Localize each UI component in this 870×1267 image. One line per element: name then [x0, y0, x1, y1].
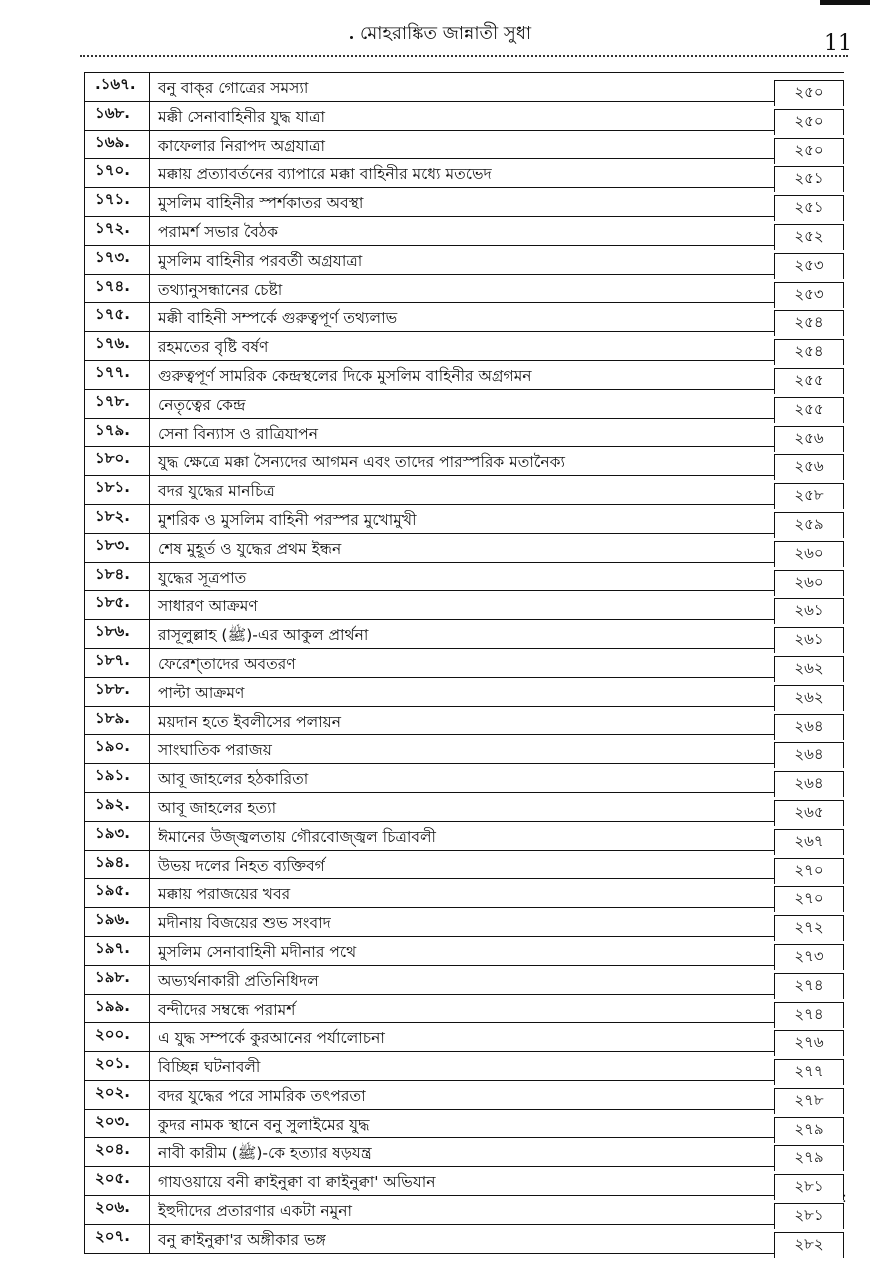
entry-number: ১৯৪. — [84, 851, 150, 879]
entry-title: সাধারণ আক্রমণ — [158, 597, 258, 616]
entry-page-number: ২৫০ — [774, 138, 844, 164]
entry-title: মক্কায় প্রত্যাবর্তনের ব্যাপারে মক্কা বাহিনীর মধ্যে মতভেদ — [158, 165, 492, 184]
entry-number: ২০৪. — [84, 1138, 150, 1166]
table-of-contents — [84, 72, 844, 1254]
entry-page-number: ২৬১ — [774, 598, 844, 624]
entry-page-number: ২৬২ — [774, 685, 844, 711]
entry-title: আবূ জাহলের হত্যা — [158, 798, 277, 817]
toc-row — [84, 793, 844, 822]
entry-page-number: ২৮২ — [774, 1232, 844, 1258]
entry-page-number: ২৫৬ — [774, 454, 844, 480]
entry-page-number: ২৭০ — [774, 858, 844, 884]
entry-title: বদর যুদ্ধের মানচিত্র — [158, 482, 275, 501]
entry-title: মক্কী বাহিনী সম্পর্কে গুরুত্বপূর্ণ তথ্যলাভ — [158, 309, 398, 328]
entry-number: .১৬৭. — [84, 73, 150, 101]
entry-number: ১৮৩. — [84, 534, 150, 562]
toc-row — [84, 879, 844, 908]
entry-page-number: ২৬৪ — [774, 714, 844, 740]
toc-row — [84, 332, 844, 361]
entry-page-number: ২৭৮ — [774, 1088, 844, 1114]
entry-title: পরামর্শ সভার বৈঠক — [158, 222, 279, 241]
toc-row — [84, 822, 844, 851]
entry-page-number: ২৮১ — [774, 1203, 844, 1229]
toc-row — [84, 563, 844, 592]
edge-marks: : — [842, 1190, 847, 1206]
toc-row — [84, 620, 844, 649]
entry-number: ১৯৩. — [84, 822, 150, 850]
entry-title: কাফেলার নিরাপদ অগ্রযাত্রা — [158, 136, 326, 155]
entry-page-number: ২৬৪ — [774, 742, 844, 768]
entry-number: ২০৩. — [84, 1110, 150, 1138]
entry-page-number: ২৬০ — [774, 541, 844, 567]
toc-row — [84, 1081, 844, 1110]
entry-number: ১৯০. — [84, 735, 150, 763]
toc-row — [84, 851, 844, 880]
entry-title: অভ্যর্থনাকারী প্রতিনিধিদল — [158, 971, 319, 990]
toc-row — [84, 1138, 844, 1167]
entry-number: ১৬৮. — [84, 102, 150, 130]
entry-number: ১৮১. — [84, 476, 150, 504]
entry-page-number: ২৫৪ — [774, 339, 844, 365]
entry-number: ২০৫. — [84, 1167, 150, 1195]
entry-number: ২০২. — [84, 1081, 150, 1109]
entry-title: রাসূলুল্লাহ (ﷺ)-এর আকুল প্রার্থনা — [158, 626, 369, 645]
toc-row — [84, 707, 844, 736]
toc-row — [84, 361, 844, 390]
entry-page-number: ২৬০ — [774, 570, 844, 596]
entry-title: যুদ্ধ ক্ষেত্রে মক্কা সৈন্যদের আগমন এবং তাদের পারস্পরিক মতানৈক্য — [158, 453, 566, 472]
entry-number: ১৬৯. — [84, 131, 150, 159]
entry-title: ঈমানের উজ্জ্বলতায় গৌরবোজ্জ্বল চিত্রাবলী — [158, 827, 436, 846]
toc-row — [84, 217, 844, 246]
header-dot — [350, 36, 353, 39]
entry-number: ১৮০. — [84, 447, 150, 475]
entry-page-number: ২৬২ — [774, 656, 844, 682]
toc-row — [84, 764, 844, 793]
toc-row — [84, 159, 844, 188]
entry-title: ময়দান হতে ইবলীসের পলায়ন — [158, 712, 342, 731]
entry-page-number: ২৫১ — [774, 166, 844, 192]
entry-number: ১৮৯. — [84, 707, 150, 735]
entry-page-number: ২৭৯ — [774, 1145, 844, 1171]
entry-page-number: ২৭৭ — [774, 1059, 844, 1085]
entry-number: ১৮৭. — [84, 649, 150, 677]
entry-page-number: ২৫৩ — [774, 282, 844, 308]
toc-row — [84, 1225, 844, 1254]
entry-title: বনু বাক্‌র গোত্রের সমস্যা — [158, 79, 309, 97]
entry-page-number: ২৭৩ — [774, 944, 844, 970]
toc-row — [84, 246, 844, 275]
toc-row — [84, 1196, 844, 1225]
entry-title: মুসলিম সেনাবাহিনী মদীনার পথে — [158, 942, 357, 961]
entry-page-number: ২৫৯ — [774, 512, 844, 538]
entry-number: ১৭০. — [84, 159, 150, 187]
entry-title: বিচ্ছিন্ন ঘটনাবলী — [158, 1058, 261, 1077]
entry-page-number: ২৫০ — [774, 109, 844, 135]
entry-page-number: ২৫৫ — [774, 397, 844, 423]
top-edge-band — [0, 0, 870, 3]
entry-title: মক্কায় পরাজয়ের খবর — [158, 885, 291, 904]
entry-number: ২০৭. — [84, 1225, 150, 1253]
entry-page-number: ২৭২ — [774, 915, 844, 941]
toc-row — [84, 390, 844, 419]
entry-title: আবূ জাহলের হঠকারিতা — [158, 770, 309, 789]
header-dotted-rule — [80, 55, 848, 57]
entry-page-number: ২৬৫ — [774, 800, 844, 826]
entry-number: ২০১. — [84, 1052, 150, 1080]
entry-number: ১৯৭. — [84, 937, 150, 965]
entry-title: পাল্টা আক্রমণ — [158, 683, 245, 702]
entry-title: যুদ্ধের সূত্রপাত — [158, 568, 247, 587]
toc-row — [84, 1110, 844, 1139]
entry-number: ১৭৩. — [84, 246, 150, 274]
toc-row — [84, 505, 844, 534]
entry-title: গুরুত্বপূর্ণ সামরিক কেন্দ্রস্থলের দিকে মুসলিম বাহিনীর অগ্রগমন — [158, 366, 532, 385]
entry-number: ১৭৪. — [84, 275, 150, 303]
entry-number: ১৭৭. — [84, 361, 150, 389]
entry-title: সেনা বিন্যাস ও রাত্রিযাপন — [158, 424, 319, 443]
entry-page-number: ২৮১ — [774, 1174, 844, 1200]
entry-title: শেষ মুহূর্ত ও যুদ্ধের প্রথম ইন্ধন — [158, 539, 342, 558]
entry-title: মুসলিম বাহিনীর পরবর্তী অগ্রযাত্রা — [158, 251, 363, 270]
entry-number: ১৭৫. — [84, 303, 150, 331]
entry-title: মুসলিম বাহিনীর স্পর্শকাতর অবস্থা — [158, 194, 364, 213]
entry-number: ১৯৬. — [84, 908, 150, 936]
entry-number: ২০০. — [84, 1023, 150, 1051]
book-title-header: মোহরাঙ্কিত জান্নাতী সুধা — [360, 23, 532, 44]
entry-number: ১৮৮. — [84, 678, 150, 706]
entry-title: বনু ক্বাইনুক্বা'র অঙ্গীকার ভঙ্গ — [158, 1230, 326, 1249]
entry-number: ১৮৫. — [84, 591, 150, 619]
entry-page-number: ২৬৭ — [774, 829, 844, 855]
entry-title: ফেরেশ্‌তাদের অবতরণ — [158, 654, 296, 673]
entry-title: এ যুদ্ধ সম্পর্কে কুরআনের পর্যালোচনা — [158, 1029, 385, 1048]
toc-row — [84, 995, 844, 1024]
entry-page-number: ২৫৩ — [774, 253, 844, 279]
toc-row — [84, 102, 844, 131]
entry-number: ১৭৯. — [84, 419, 150, 447]
entry-page-number: ২৭০ — [774, 886, 844, 912]
toc-row — [84, 419, 844, 448]
entry-page-number: ২৬৪ — [774, 771, 844, 797]
toc-row — [84, 275, 844, 304]
entry-number: ১৭১. — [84, 188, 150, 216]
entry-number: ১৯২. — [84, 793, 150, 821]
entry-page-number: ২৭৪ — [774, 973, 844, 999]
entry-page-number: ২৭৪ — [774, 1002, 844, 1028]
toc-row — [84, 966, 844, 995]
entry-number: ১৮২. — [84, 505, 150, 533]
toc-row — [84, 447, 844, 476]
toc-row — [84, 1023, 844, 1052]
entry-title: বন্দীদের সম্বন্ধে পরামর্শ — [158, 1000, 296, 1019]
toc-row — [84, 937, 844, 966]
toc-row — [84, 303, 844, 332]
entry-page-number: ২৫৬ — [774, 426, 844, 452]
toc-row — [84, 908, 844, 937]
entry-page-number: ২৫৮ — [774, 483, 844, 509]
entry-page-number: ২৭৯ — [774, 1117, 844, 1143]
entry-page-number: ২৫৫ — [774, 368, 844, 394]
entry-page-number: ২৭৬ — [774, 1030, 844, 1056]
toc-row — [84, 73, 844, 102]
entry-title: উভয় দলের নিহত ব্যক্তিবর্গ — [158, 856, 325, 875]
entry-title: ইহুদীদের প্রতারণার একটা নমুনা — [158, 1202, 353, 1221]
entry-page-number: ২৫০ — [774, 80, 844, 106]
entry-title: নাবী কারীম (ﷺ)-কে হত্যার ষড়যন্ত্র — [158, 1144, 372, 1163]
entry-number: ১৯৯. — [84, 995, 150, 1023]
entry-number: ১৭২. — [84, 217, 150, 245]
entry-page-number: ২৬১ — [774, 627, 844, 653]
entry-number: ১৮৬. — [84, 620, 150, 648]
toc-row — [84, 649, 844, 678]
entry-number: ১৯১. — [84, 764, 150, 792]
entry-page-number: ২৫২ — [774, 224, 844, 250]
entry-title: বদর যুদ্ধের পরে সামরিক তৎপরতা — [158, 1086, 366, 1105]
toc-row — [84, 131, 844, 160]
entry-title: কুদর নামক স্থানে বনু সুলাইমের যুদ্ধ — [158, 1115, 370, 1134]
entry-number: ১৭৮. — [84, 390, 150, 418]
entry-number: ১৯৮. — [84, 966, 150, 994]
entry-number: ১৮৪. — [84, 563, 150, 591]
entry-title: মক্কী সেনাবাহিনীর যুদ্ধ যাত্রা — [158, 107, 326, 126]
entry-title: সাংঘাতিক পরাজয় — [158, 741, 272, 760]
toc-row — [84, 188, 844, 217]
toc-row — [84, 1052, 844, 1081]
page-number: 11 — [824, 31, 852, 56]
entry-title: রহমতের বৃষ্টি বর্ষণ — [158, 338, 269, 357]
entry-title: গাযওয়ায়ে বনী ক্বাইনুক্বা বা ক্বাইনুক্বা' অভিযান — [158, 1173, 436, 1192]
toc-row — [84, 678, 844, 707]
entry-number: ২০৬. — [84, 1196, 150, 1224]
entry-number: ১৭৬. — [84, 332, 150, 360]
entry-title: মদীনায় বিজয়ের শুভ সংবাদ — [158, 914, 331, 933]
entry-title: তথ্যানুসন্ধানের চেষ্টা — [158, 280, 283, 299]
toc-row — [84, 476, 844, 505]
entry-page-number: ২৫৪ — [774, 310, 844, 336]
toc-row — [84, 591, 844, 620]
entry-title: নেতৃত্বের কেন্দ্র — [158, 395, 246, 414]
entry-number: ১৯৫. — [84, 879, 150, 907]
toc-row — [84, 534, 844, 563]
toc-row — [84, 1167, 844, 1196]
entry-title: মুশরিক ও মুসলিম বাহিনী পরস্পর মুখোমুখী — [158, 510, 417, 529]
entry-page-number: ২৫১ — [774, 195, 844, 221]
toc-row — [84, 735, 844, 764]
